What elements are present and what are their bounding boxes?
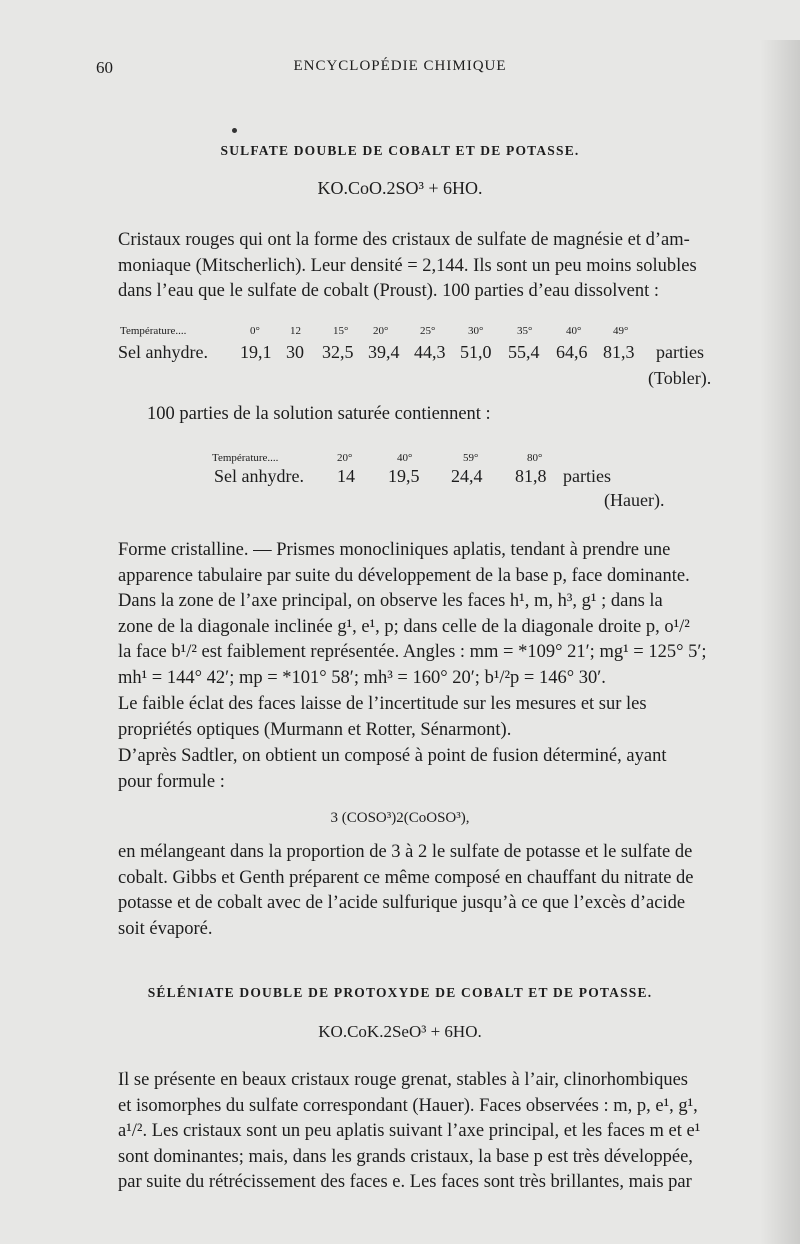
table2-salt-label: Sel anhydre.: [214, 466, 304, 486]
table2-temp: 80°: [527, 452, 543, 464]
paragraph-line: la face b¹/² est faiblement représentée. Angles : mm = *109° 21′; mg¹ = 125° 5′;: [118, 642, 707, 662]
table1-value: 51,0: [460, 342, 492, 362]
paragraph-sadtler: [118, 744, 766, 795]
table1-temp: 35°: [517, 325, 533, 337]
formula-seleniate: KO.CoK.2SeO³ + 6HO.: [318, 1022, 482, 1041]
paragraph-description: [118, 228, 766, 305]
paragraph-line: mh¹ = 144° 42′; mp = *101° 58′; mh³ = 160° 20′; b¹/²p = 146° 30′.: [118, 667, 606, 688]
table1-temp: 30°: [468, 325, 484, 337]
table2-temp: 40°: [397, 452, 413, 464]
paragraph-line: dans l’eau que le sulfate de cobalt (Proust). 100 parties d’eau dissolvent :: [118, 281, 659, 301]
paragraph-line: apparence tabulaire par suite du développement de la base p, face dominante.: [118, 565, 690, 586]
paragraph-line: Forme cristalline. — Prismes monocliniques aplatis, tendant à prendre une: [118, 540, 671, 560]
table2-unit: parties: [563, 466, 611, 486]
table1-temp: 40°: [566, 325, 582, 337]
paragraph-line: cobalt. Gibbs et Genth préparent ce même composé en chauffant du nitrate de: [118, 867, 694, 888]
table1-value: 19,1: [240, 342, 272, 362]
table2-value: 81,8: [515, 466, 547, 486]
formula-sulfate: KO.CoO.2SO³ + 6HO.: [317, 178, 483, 198]
table2-source: (Hauer).: [604, 490, 665, 510]
table1-temp: 0°: [250, 325, 260, 337]
running-title: ENCYCLOPÉDIE CHIMIQUE: [293, 58, 507, 74]
paragraph-line: Il se présente en beaux cristaux rouge grenat, stables à l’air, clinorhombiques: [118, 1070, 688, 1090]
table1-source: (Tobler).: [648, 368, 712, 388]
table1-value: 55,4: [508, 342, 540, 362]
paragraph-line: zone de la diagonale inclinée g¹, e¹, p; dans celle de la diagonale droite p, o¹/²: [118, 616, 690, 637]
table2-value: 14: [337, 466, 355, 486]
paragraph-line: Cristaux rouges qui ont la forme des cristaux de sulfate de magnésie et d’am-: [118, 230, 690, 250]
page-number: 60: [96, 58, 113, 77]
paragraph-line: Le faible éclat des faces laisse de l’incertitude sur les mesures et sur les: [118, 694, 647, 714]
section-title-seleniate: SÉLÉNIATE DOUBLE DE PROTOXYDE DE COBALT ET DE POTASSE.: [147, 985, 653, 1000]
paragraph-line: en mélangeant dans la proportion de 3 à 2 le sulfate de potasse et le sulfate de: [118, 842, 693, 862]
table1-value: 81,3: [603, 342, 635, 362]
paragraph-line: Dans la zone de l’axe principal, on observe les faces h¹, m, h³, g¹ ; dans la: [118, 591, 663, 611]
table1-salt-label: Sel anhydre.: [118, 342, 208, 362]
table1-temp: 12: [290, 325, 301, 337]
paragraph-line: soit évaporé.: [118, 918, 213, 939]
paragraph-line: moniaque (Mitscherlich). Leur densité = 2,144. Ils sont un peu moins solubles: [118, 255, 697, 276]
table1-temp-label: Température....: [120, 325, 187, 337]
paragraph-mixing: [118, 840, 766, 942]
formula-sadtler: 3 (COSO³)2(CoOSO³),: [330, 810, 470, 826]
table2-value: 19,5: [388, 466, 420, 486]
paragraph-line: par suite du rétrécissement des faces e. Les faces sont très brillantes, mais par: [118, 1172, 692, 1192]
table1-temp: 25°: [420, 325, 436, 337]
table1-value: 44,3: [414, 342, 446, 362]
paragraph-line: sont dominantes; mais, dans les grands cristaux, la base p est très développée,: [118, 1146, 693, 1167]
table1-temp: 49°: [613, 325, 629, 337]
table1-value: 30: [286, 342, 304, 362]
table1-value: 64,6: [556, 342, 588, 362]
table1-value: 32,5: [322, 342, 354, 362]
paragraph-crystal-form: [118, 538, 766, 691]
table1-value: 39,4: [368, 342, 400, 362]
paragraph-solution: 100 parties de la solution saturée contiennent :: [147, 404, 491, 424]
table1-temp: 20°: [373, 325, 389, 337]
paragraph-line: a¹/². Les cristaux sont un peu aplatis suivant l’axe principal, et les faces m et e¹: [118, 1121, 701, 1141]
table1-unit: parties: [656, 342, 704, 362]
table2-temp-label: Température....: [212, 452, 279, 464]
paragraph-line: propriétés optiques (Murmann et Rotter, Sénarmont).: [118, 719, 512, 740]
table1-temp: 15°: [333, 325, 349, 337]
page-edge-shadow: [760, 40, 800, 1244]
paragraph-line: D’après Sadtler, on obtient un composé à point de fusion déterminé, ayant: [118, 746, 667, 766]
section-title-sulfate: SULFATE DOUBLE DE COBALT ET DE POTASSE.: [220, 143, 580, 158]
paragraph-seleniate: [118, 1068, 766, 1196]
table2-value: 24,4: [451, 466, 483, 486]
paragraph-line: et isomorphes du sulfate correspondant (Hauer). Faces observées : m, p, e¹, g¹,: [118, 1095, 698, 1116]
ink-dot: [232, 128, 237, 133]
table2-temp: 59°: [463, 452, 479, 464]
paragraph-line: potasse et de cobalt avec de l’acide sulfurique jusqu’à ce que l’excès d’acide: [118, 893, 686, 913]
paragraph-line: pour formule :: [118, 771, 225, 792]
paragraph-optics: [118, 692, 766, 743]
table2-temp: 20°: [337, 452, 353, 464]
